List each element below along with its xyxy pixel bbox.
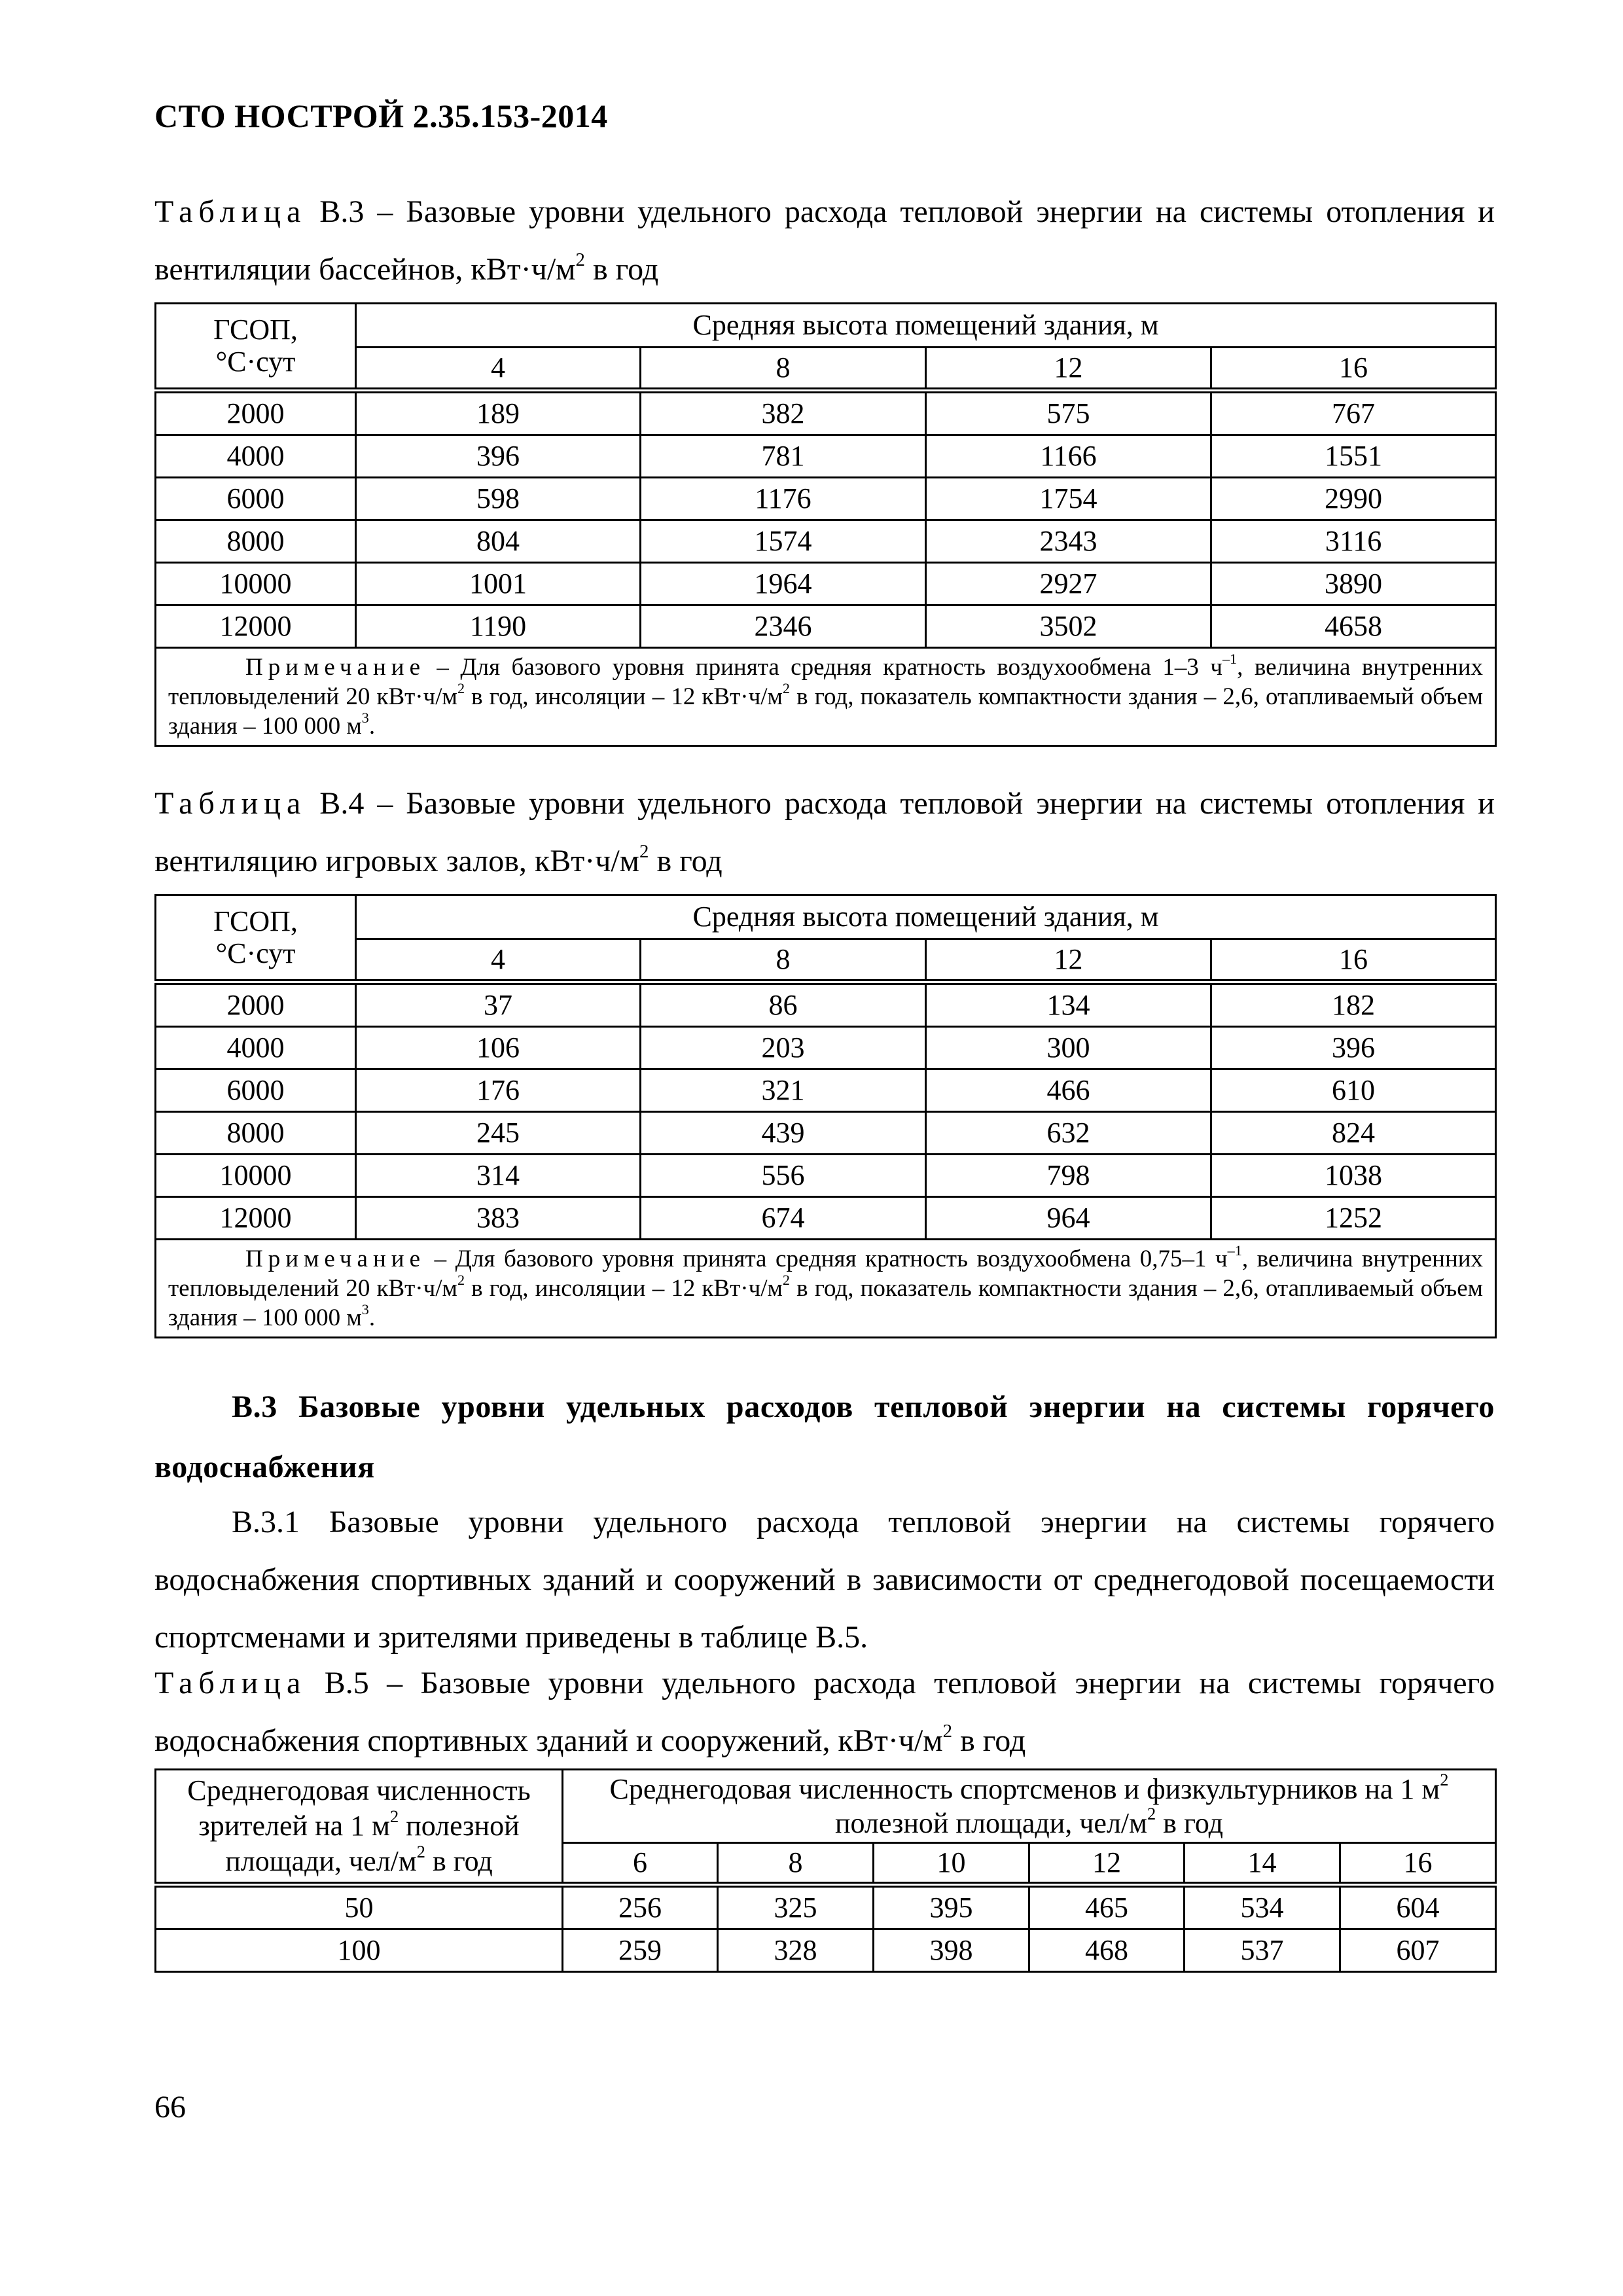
table-b5-header-spectators-sup: 2 <box>389 1806 399 1827</box>
table-cell: 396 <box>1211 1027 1496 1069</box>
table-cell: 804 <box>356 520 641 563</box>
table-row <box>156 982 1496 1027</box>
table-cell: 604 <box>1340 1885 1496 1929</box>
table-cell: 395 <box>874 1885 1029 1929</box>
table-cell: 781 <box>641 435 926 478</box>
table-cell: 134 <box>926 982 1211 1027</box>
table-cell: 100 <box>156 1929 563 1972</box>
table-cell: 4658 <box>1211 605 1496 648</box>
table-cell: 2927 <box>926 563 1211 605</box>
table-cell: 1001 <box>356 563 641 605</box>
table-cell: 465 <box>1029 1885 1185 1929</box>
table-cell: 12000 <box>156 605 356 648</box>
table-b4-caption-label: Таблица <box>154 786 307 821</box>
section-b3-paragraph: В.3.1 Базовые уровни удельного расхода тепловой энергии на системы горячего водоснабжения спортивных зданий и сооружений в зависимости от среднегодовой посещаемости спортсменами и зрителями приведены в таблице В.5. <box>154 1505 1495 1655</box>
table-cell: 964 <box>926 1197 1211 1240</box>
table-cell: 2000 <box>156 391 356 435</box>
table-cell: 259 <box>563 1929 718 1972</box>
table-b3-note-text: – Для базового уровня принята средняя кратность воздухообмена 1–3 ч <box>425 654 1222 681</box>
table-cell: 2346 <box>641 605 926 648</box>
table-cell: 106 <box>356 1027 641 1069</box>
table-b4-header-group: Средняя высота помещений здания, м <box>356 895 1496 939</box>
table-b5-col-header: 16 <box>1340 1843 1496 1885</box>
table-cell: 556 <box>641 1155 926 1197</box>
table-note-row <box>156 648 1496 746</box>
table-b4-note-text: в год, инсоляции – 12 кВт·ч/м <box>465 1275 783 1302</box>
table-cell: 245 <box>356 1112 641 1155</box>
table-b5-caption <box>154 1655 1495 1770</box>
table-b4-note-label: Примечание <box>245 1246 425 1272</box>
table-b3-header-gsop-line2: °С·сут <box>215 345 296 378</box>
table-cell: 321 <box>641 1069 926 1112</box>
table-b4-note-text: . <box>368 1304 376 1331</box>
table-row <box>156 1069 1496 1112</box>
table-b3-note-sup: 2 <box>782 680 790 697</box>
table-b4-col-header: 4 <box>356 939 641 982</box>
table-b5-header-spectators-text: Среднегодовая численность зрителей на 1 м <box>187 1774 531 1842</box>
table-b3-note-text: в год, инсоляции – 12 кВт·ч/м <box>465 683 783 710</box>
table-row <box>156 1885 1496 1929</box>
table-row <box>156 1112 1496 1155</box>
table-cell: 575 <box>926 391 1211 435</box>
table-cell: 798 <box>926 1155 1211 1197</box>
table-cell: 674 <box>641 1197 926 1240</box>
table-b5-header-spectators <box>156 1770 563 1885</box>
table-cell: 382 <box>641 391 926 435</box>
table-cell: 1754 <box>926 478 1211 520</box>
table-cell: 314 <box>356 1155 641 1197</box>
table-cell: 300 <box>926 1027 1211 1069</box>
table-row <box>156 520 1496 563</box>
table-row <box>156 1929 1496 1972</box>
table-b3-col-header: 12 <box>926 348 1211 391</box>
table-b3-note-sup: 2 <box>457 680 465 697</box>
table-cell: 537 <box>1185 1929 1340 1972</box>
table-b5-header-spectators-text: полезной площади, чел/м <box>225 1810 520 1877</box>
table-b4-header-gsop-line2: °С·сут <box>215 937 296 969</box>
table-row <box>156 435 1496 478</box>
table-b5-header-group-text: Среднегодовая численность спортсменов и физкультурников на 1 м <box>609 1772 1440 1805</box>
table-b3-caption-sup: 2 <box>575 249 585 270</box>
table-b5-header-group <box>563 1770 1496 1843</box>
table-b3-caption <box>154 183 1495 298</box>
table-b4 <box>154 894 1497 1338</box>
table-b3-note-text: , величина внутренних тепловыделений 20 кВт·ч/м <box>168 654 1484 710</box>
table-b3-col-header: 4 <box>356 348 641 391</box>
table-cell: 6000 <box>156 478 356 520</box>
table-cell: 4000 <box>156 435 356 478</box>
table-cell: 3116 <box>1211 520 1496 563</box>
table-b3-caption-text: В.3 – Базовые уровни удельного расхода тепловой энергии на системы отопления и вентиляции бассейнов, кВт·ч/м <box>154 194 1495 287</box>
table-row <box>156 563 1496 605</box>
table-row <box>156 1027 1496 1069</box>
table-row <box>156 1155 1496 1197</box>
table-b5-col-header: 10 <box>874 1843 1029 1885</box>
table-b5-col-header: 14 <box>1185 1843 1340 1885</box>
table-b5-col-header: 6 <box>563 1843 718 1885</box>
table-cell: 182 <box>1211 982 1496 1027</box>
table-b4-note-text: – Для базового уровня принята средняя кратность воздухообмена 0,75–1 ч <box>425 1246 1228 1272</box>
table-b4-col-header: 8 <box>641 939 926 982</box>
table-cell: 1038 <box>1211 1155 1496 1197</box>
table-cell: 1574 <box>641 520 926 563</box>
table-cell: 86 <box>641 982 926 1027</box>
table-row <box>156 605 1496 648</box>
table-cell: 1551 <box>1211 435 1496 478</box>
table-cell: 10000 <box>156 1155 356 1197</box>
table-cell: 439 <box>641 1112 926 1155</box>
table-b5 <box>154 1768 1497 1973</box>
table-note-row <box>156 1240 1496 1338</box>
table-cell: 466 <box>926 1069 1211 1112</box>
table-b5-caption-end: в год <box>952 1723 1026 1758</box>
table-cell: 824 <box>1211 1112 1496 1155</box>
table-b4-col-header: 12 <box>926 939 1211 982</box>
document-header: СТО НОСТРОЙ 2.35.153-2014 <box>154 98 608 134</box>
table-cell: 2990 <box>1211 478 1496 520</box>
table-b3-note-label: Примечание <box>245 654 425 681</box>
table-b3-note-sup: –1 <box>1222 651 1238 668</box>
table-cell: 8000 <box>156 1112 356 1155</box>
table-cell: 8000 <box>156 520 356 563</box>
table-cell: 3890 <box>1211 563 1496 605</box>
table-b3-caption-end: в год <box>584 252 659 287</box>
table-b4-note-text: , величина внутренних тепловыделений 20 кВт·ч/м <box>168 1246 1484 1302</box>
table-b3 <box>154 302 1497 747</box>
table-b5-caption-sup: 2 <box>942 1720 953 1742</box>
table-cell: 610 <box>1211 1069 1496 1112</box>
table-cell: 534 <box>1185 1885 1340 1929</box>
table-cell: 12000 <box>156 1197 356 1240</box>
table-b3-header-gsop-line1: ГСОП, <box>213 314 298 346</box>
table-cell: 4000 <box>156 1027 356 1069</box>
table-b4-note-text: в год, показатель компактности здания – 2,6, отапливаемый объем здания – 100 000 м <box>168 1275 1484 1331</box>
table-b5-header-group-sup: 2 <box>1147 1803 1156 1823</box>
table-cell: 176 <box>356 1069 641 1112</box>
table-cell: 6000 <box>156 1069 356 1112</box>
table-cell: 256 <box>563 1885 718 1929</box>
table-cell: 328 <box>718 1929 874 1972</box>
table-cell: 2343 <box>926 520 1211 563</box>
table-b3-note <box>156 648 1496 746</box>
table-b4-caption-sup: 2 <box>639 840 649 862</box>
table-b3-note-sup: 3 <box>361 709 369 726</box>
table-row <box>156 1197 1496 1240</box>
table-b5-caption-text: В.5 – Базовые уровни удельного расхода тепловой энергии на системы горячего водоснабжения спортивных зданий и сооружений, кВт·ч/м <box>154 1666 1495 1758</box>
table-b4-header-gsop <box>156 895 356 982</box>
table-b3-note-text: в год, показатель компактности здания – 2,6, отапливаемый объем здания – 100 000 м <box>168 683 1484 740</box>
table-b4-caption-text: В.4 – Базовые уровни удельного расхода тепловой энергии на системы отопления и вентиляцию игровых залов, кВт·ч/м <box>154 786 1495 878</box>
section-b3-heading: В.3 Базовые уровни удельных расходов тепловой энергии на системы горячего водоснабжения <box>154 1390 1495 1484</box>
table-cell: 398 <box>874 1929 1029 1972</box>
table-cell: 1252 <box>1211 1197 1496 1240</box>
table-b3-note-text: . <box>368 713 376 740</box>
table-b4-caption-end: в год <box>649 844 722 878</box>
table-cell: 607 <box>1340 1929 1496 1972</box>
table-cell: 325 <box>718 1885 874 1929</box>
table-cell: 203 <box>641 1027 926 1069</box>
table-b3-caption-label: Таблица <box>154 194 307 229</box>
table-b5-header-group-text: полезной площади, чел/м <box>834 1806 1147 1839</box>
table-row <box>156 478 1496 520</box>
table-cell: 632 <box>926 1112 1211 1155</box>
table-cell: 1964 <box>641 563 926 605</box>
table-b4-note-sup: 3 <box>361 1301 369 1318</box>
table-b5-header-group-sup: 2 <box>1440 1769 1449 1789</box>
table-cell: 383 <box>356 1197 641 1240</box>
table-cell: 10000 <box>156 563 356 605</box>
table-cell: 1190 <box>356 605 641 648</box>
table-cell: 396 <box>356 435 641 478</box>
table-cell: 1176 <box>641 478 926 520</box>
table-cell: 468 <box>1029 1929 1185 1972</box>
table-b4-note-sup: 2 <box>782 1272 790 1289</box>
table-cell: 767 <box>1211 391 1496 435</box>
page-number: 66 <box>154 2090 186 2125</box>
table-cell: 598 <box>356 478 641 520</box>
table-b5-col-header: 8 <box>718 1843 874 1885</box>
table-b5-header-group-text: в год <box>1156 1806 1224 1839</box>
table-b5-caption-label: Таблица <box>154 1666 307 1700</box>
table-b4-note-sup: –1 <box>1227 1242 1242 1259</box>
table-cell: 3502 <box>926 605 1211 648</box>
table-b5-header-spectators-sup: 2 <box>416 1842 425 1862</box>
table-b3-col-header: 16 <box>1211 348 1496 391</box>
table-b3-col-header: 8 <box>641 348 926 391</box>
table-b4-caption <box>154 775 1495 890</box>
table-b4-note-sup: 2 <box>457 1272 465 1289</box>
table-b4-header-gsop-line1: ГСОП, <box>213 905 298 938</box>
table-b5-col-header: 12 <box>1029 1843 1185 1885</box>
table-cell: 1166 <box>926 435 1211 478</box>
table-b4-col-header: 16 <box>1211 939 1496 982</box>
table-b5-header-spectators-text: в год <box>425 1845 493 1877</box>
table-b3-header-group: Средняя высота помещений здания, м <box>356 304 1496 348</box>
table-cell: 37 <box>356 982 641 1027</box>
table-b3-header-gsop <box>156 304 356 391</box>
table-b4-note <box>156 1240 1496 1338</box>
table-cell: 50 <box>156 1885 563 1929</box>
table-cell: 189 <box>356 391 641 435</box>
table-cell: 2000 <box>156 982 356 1027</box>
table-row <box>156 391 1496 435</box>
